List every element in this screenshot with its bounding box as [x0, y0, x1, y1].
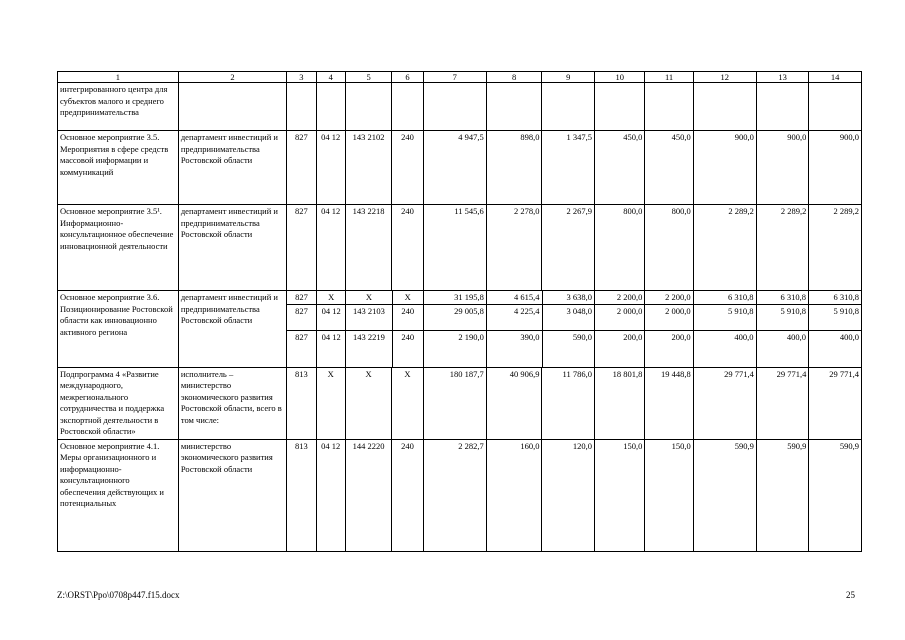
value-cell: 4 225,4 [486, 305, 542, 331]
value-cell: 2 289,2 [756, 205, 809, 291]
value-cell: Х [316, 291, 345, 305]
value-cell: Х [392, 291, 423, 305]
value-cell: 2 000,0 [645, 305, 693, 331]
value-cell: 5 910,8 [756, 305, 808, 331]
value-cell: 2 267,9 [542, 205, 595, 291]
value-cell: 11 545,6 [423, 205, 486, 291]
value-cell: 200,0 [594, 331, 644, 367]
value-cell: 1 347,5 [542, 131, 595, 205]
table-row [58, 291, 862, 368]
executor-cell: министерство экономического развития Ростовской области [178, 439, 286, 551]
value-cell: 5 910,8 [808, 305, 861, 331]
header-cell: 11 [645, 72, 693, 83]
header-cell: 12 [693, 72, 756, 83]
value-cell: 29 771,4 [756, 367, 809, 439]
executor-cell: департамент инвестиций и предпринимательства Ростовской области [178, 131, 286, 205]
value-cell: 04 12 [316, 439, 345, 551]
value-cell [423, 83, 486, 131]
value-cell: 18 801,8 [594, 367, 644, 439]
value-cell: 3 048,0 [542, 305, 594, 331]
value-cell [756, 83, 809, 131]
value-cell: 590,9 [693, 439, 756, 551]
value-cell [542, 83, 595, 131]
value-cell: 143 2218 [345, 205, 391, 291]
value-cell: 400,0 [756, 331, 808, 367]
value-cell: 120,0 [542, 439, 595, 551]
value-cell [345, 83, 391, 131]
value-cell: 240 [392, 131, 424, 205]
split-values-table [287, 291, 861, 367]
value-cell: 150,0 [594, 439, 644, 551]
header-cell: 9 [542, 72, 595, 83]
value-cell: Х [346, 291, 392, 305]
table-row [58, 131, 862, 205]
value-cell: 04 12 [316, 331, 345, 367]
sub-row [287, 291, 861, 305]
value-cell: 813 [287, 367, 316, 439]
value-cell: 590,0 [542, 331, 594, 367]
value-cell: 40 906,9 [486, 367, 542, 439]
header-cell: 10 [594, 72, 644, 83]
value-cell: 2 282,7 [423, 439, 486, 551]
table-row [58, 439, 862, 551]
value-cell: 900,0 [756, 131, 809, 205]
value-cell: 5 910,8 [693, 305, 756, 331]
activity-name-cell: Основное мероприятие 4.1. Меры организационного и информационно-консультационного обеспечения действующих и потенциальных [58, 439, 179, 551]
value-cell: 240 [392, 205, 424, 291]
value-cell [486, 83, 542, 131]
value-cell: 4 947,5 [423, 131, 486, 205]
executor-cell: департамент инвестиций и предпринимательства Ростовской области [178, 291, 286, 368]
value-cell: 04 12 [316, 205, 345, 291]
page-number: 25 [846, 590, 855, 600]
value-cell: 160,0 [486, 439, 542, 551]
header-cell: 14 [809, 72, 862, 83]
value-cell: 29 771,4 [809, 367, 862, 439]
value-cell [693, 83, 756, 131]
value-cell: 240 [392, 439, 424, 551]
value-cell: 2 200,0 [645, 291, 693, 305]
value-cell [594, 83, 644, 131]
value-cell: 240 [392, 331, 423, 367]
header-cell: 2 [178, 72, 286, 83]
header-cell: 13 [756, 72, 809, 83]
value-cell: 2 289,2 [693, 205, 756, 291]
table-row [58, 205, 862, 291]
value-cell: 31 195,8 [423, 291, 486, 305]
value-cell: 200,0 [645, 331, 693, 367]
sub-row [287, 305, 861, 331]
activity-name-cell: интегрированного центра для субъектов малого и среднего предпринимательства [58, 83, 179, 131]
executor-cell: департамент инвестиций и предпринимательства Ростовской области [178, 205, 286, 291]
value-cell: 827 [287, 331, 316, 367]
value-cell: 11 786,0 [542, 367, 595, 439]
executor-cell: исполнитель – министерство экономического развития Ростовской области, всего в том числе: [178, 367, 286, 439]
value-cell: 6 310,8 [756, 291, 808, 305]
value-cell: 450,0 [594, 131, 644, 205]
header-cell: 5 [345, 72, 391, 83]
value-cell: 04 12 [316, 131, 345, 205]
value-cell: 150,0 [645, 439, 693, 551]
value-cell: 3 638,0 [542, 291, 594, 305]
value-cell: 6 310,8 [693, 291, 756, 305]
value-cell [809, 83, 862, 131]
value-cell: 143 2102 [345, 131, 391, 205]
value-cell: 590,9 [809, 439, 862, 551]
executor-cell [178, 83, 286, 131]
value-cell: Х [392, 367, 424, 439]
value-cell: 590,9 [756, 439, 809, 551]
value-cell: 813 [287, 439, 316, 551]
value-cell: 800,0 [645, 205, 693, 291]
value-cell: Х [316, 367, 345, 439]
value-cell: 19 448,8 [645, 367, 693, 439]
value-cell: 827 [287, 131, 316, 205]
value-cell: Х [345, 367, 391, 439]
header-cell: 3 [287, 72, 316, 83]
table-row [58, 367, 862, 439]
value-cell [392, 83, 424, 131]
split-values-cell [287, 291, 862, 368]
header-cell: 7 [423, 72, 486, 83]
value-cell: 143 2103 [346, 305, 392, 331]
value-cell: 2 278,0 [486, 205, 542, 291]
value-cell: 2 190,0 [423, 331, 486, 367]
value-cell: 450,0 [645, 131, 693, 205]
value-cell: 180 187,7 [423, 367, 486, 439]
header-cell: 1 [58, 72, 179, 83]
header-cell: 8 [486, 72, 542, 83]
value-cell: 898,0 [486, 131, 542, 205]
value-cell: 400,0 [808, 331, 861, 367]
value-cell: 144 2220 [345, 439, 391, 551]
value-cell: 900,0 [809, 131, 862, 205]
activity-name-cell: Основное мероприятие 3.6. Позиционирование Ростовской области как инновационно активного региона [58, 291, 179, 368]
header-row [58, 72, 862, 83]
activity-name-cell: Основное мероприятие 3.5. Мероприятия в сфере средств массовой информации и коммуникаций [58, 131, 179, 205]
value-cell: 400,0 [693, 331, 756, 367]
program-table [57, 71, 862, 552]
value-cell: 390,0 [486, 331, 542, 367]
value-cell: 827 [287, 305, 316, 331]
value-cell: 827 [287, 205, 316, 291]
header-cell: 6 [392, 72, 424, 83]
sub-row [287, 331, 861, 367]
table-row [58, 83, 862, 131]
value-cell: 800,0 [594, 205, 644, 291]
value-cell: 143 2219 [346, 331, 392, 367]
value-cell: 2 200,0 [594, 291, 644, 305]
activity-name-cell: Основное мероприятие 3.5¹. Информационно-консультационное обеспечение инновационной деятельности [58, 205, 179, 291]
value-cell: 04 12 [316, 305, 345, 331]
file-path: Z:\ORST\Ppo\0708p447.f15.docx [57, 590, 180, 600]
value-cell: 6 310,8 [808, 291, 861, 305]
value-cell: 240 [392, 305, 423, 331]
value-cell: 900,0 [693, 131, 756, 205]
value-cell [287, 83, 316, 131]
value-cell [316, 83, 345, 131]
value-cell: 4 615,4 [486, 291, 542, 305]
value-cell: 2 000,0 [594, 305, 644, 331]
header-cell: 4 [316, 72, 345, 83]
value-cell: 29 771,4 [693, 367, 756, 439]
value-cell: 29 005,8 [423, 305, 486, 331]
activity-name-cell: Подпрограмма 4 «Развитие международного, межрегионального сотрудничества и поддержка экспортной деятельности в Ростовской области» [58, 367, 179, 439]
value-cell: 2 289,2 [809, 205, 862, 291]
value-cell [645, 83, 693, 131]
value-cell: 827 [295, 292, 308, 302]
